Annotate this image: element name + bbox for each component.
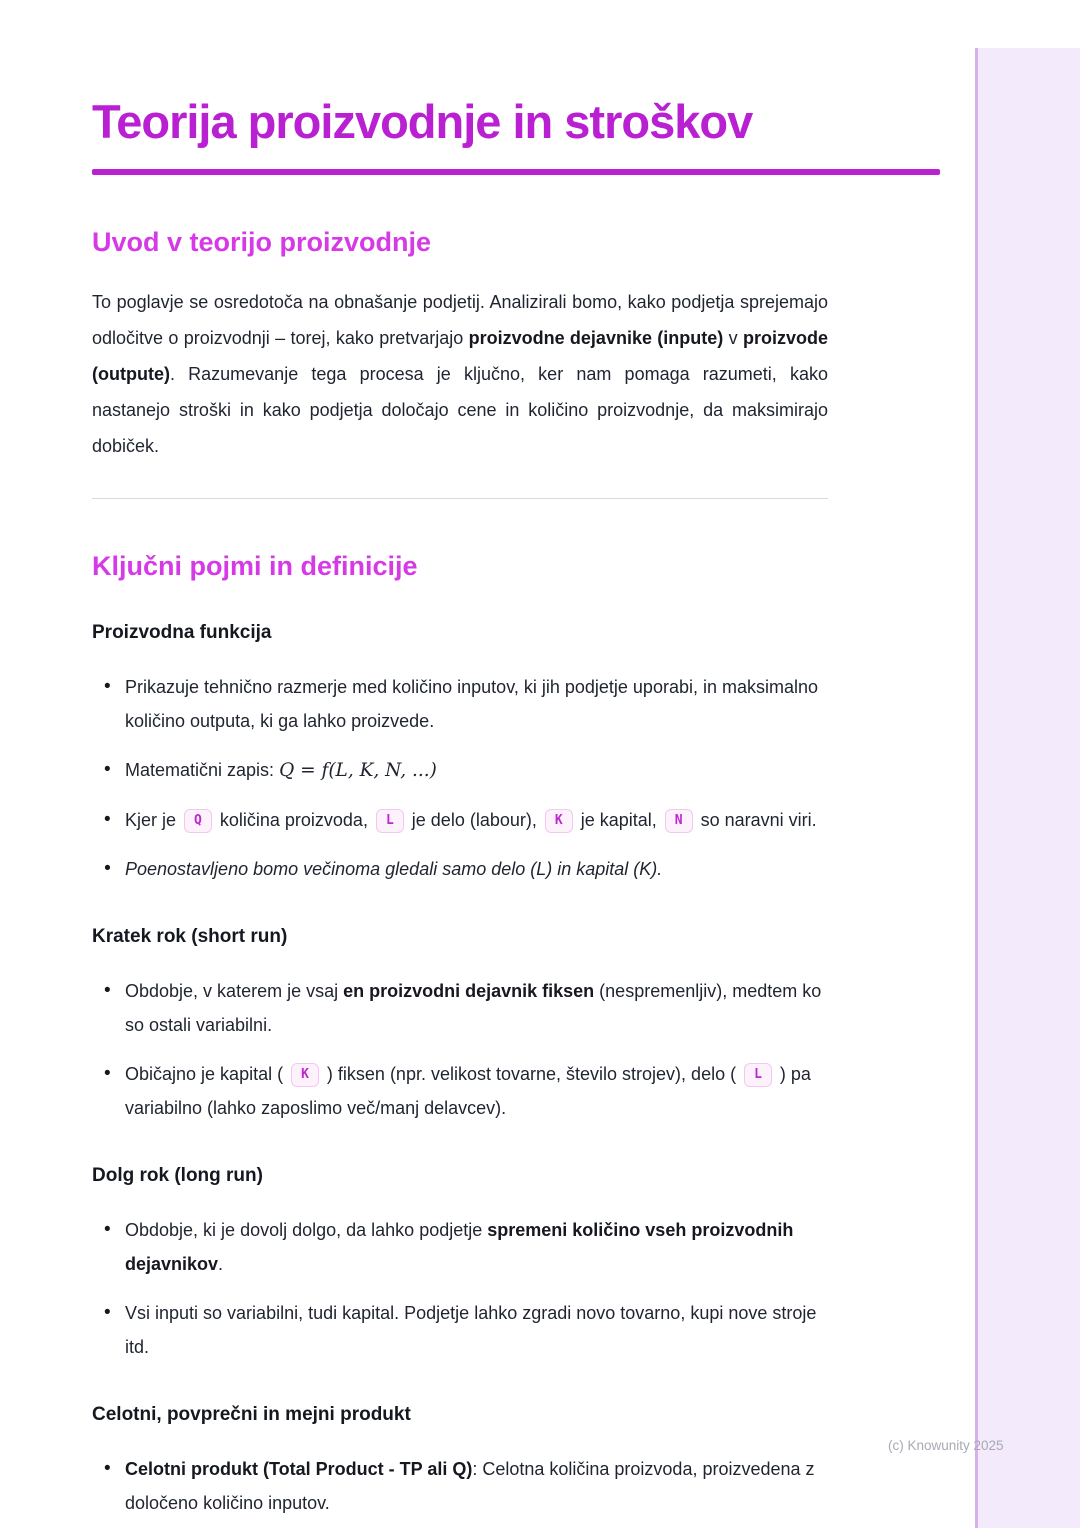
list-item [125,852,832,886]
text-run: To poglavje se osredotoča na obnašanje podjetij. Analizirali bomo, kako podjetja sprejemajo odločitve o proizvodnji – torej, kako pretvarjajo [92,292,828,348]
subheading-products: Celotni, povprečni in mejni produkt [92,1404,411,1425]
page-title: Teorija proizvodnje in stroškov [92,95,753,148]
long-run-list [92,1213,832,1364]
bold-text-run: en proizvodni dejavnik fiksen [343,981,595,1001]
list-item [125,670,832,738]
text-run: : Celotna količina proizvoda, proizvedena z določeno količino inputov. [125,1459,815,1513]
list-item [125,1213,832,1281]
list-item [125,974,832,1042]
code-badge-N: N [665,809,693,833]
side-accent-strip [975,48,1080,1528]
production-function-list [92,670,832,886]
products-list [92,1452,832,1520]
code-badge-L: L [744,1063,772,1087]
text-run: ) fiksen (npr. velikost tovarne, število strojev), delo ( [321,1064,742,1084]
text-run: Vsi inputi so variabilni, tudi kapital. Podjetje lahko zgradi novo tovarno, kupi nove stroje itd. [125,1303,817,1357]
text-run: je kapital, [575,810,662,830]
section-heading-key-concepts: Ključni pojmi in definicije [92,551,418,581]
notes-page-content [92,0,940,1520]
bold-text-run: proizvodne dejavnike (inpute) [468,328,724,348]
list-item [125,1452,832,1520]
text-run: količina proizvoda, [214,810,373,830]
text-run: Matematični zapis: [125,760,280,780]
code-badge-Q: Q [184,809,212,833]
text-run: Obdobje, ki je dovolj dolgo, da lahko podjetje [125,1220,488,1240]
italic-text-run: Poenostavljeno bomo večinoma gledali samo delo (L) in kapital (K). [125,859,663,879]
text-run: ) pa variabilno (lahko zaposlimo več/manj delavcev). [125,1064,811,1118]
text-run: . Razumevanje tega procesa je ključno, ker nam pomaga razumeti, kako nastanejo stroški in kako podjetja določajo cene in količino proizvodnje, da maksimirajo dobiček. [92,364,828,456]
text-run: . [218,1254,224,1274]
list-item [125,753,832,788]
bold-text-run: Celotni produkt (Total Product - TP ali Q) [125,1459,473,1479]
title-underline [92,169,940,175]
short-run-list [92,974,832,1125]
text-run: Kjer je [125,810,182,830]
list-item [125,1296,832,1364]
text-run: je delo (labour), [406,810,542,830]
list-item [125,1057,832,1125]
code-badge-L: L [376,809,404,833]
subheading-short-run: Kratek rok (short run) [92,926,288,947]
text-run: v [723,328,743,348]
text-run: Obdobje, v katerem je vsaj [125,981,344,1001]
subheading-production-function: Proizvodna funkcija [92,622,272,643]
list-item [125,803,832,837]
text-run: (nespremenljiv), medtem ko so ostali variabilni. [125,981,822,1035]
subheading-long-run: Dolg rok (long run) [92,1165,263,1186]
code-badge-K: K [545,809,573,833]
copyright-footer: (c) Knowunity 2025 [888,1438,1004,1453]
text-run: so naravni viri. [695,810,817,830]
section-heading-intro: Uvod v teorijo proizvodnje [92,227,432,257]
code-badge-K: K [291,1063,319,1087]
text-run: Običajno je kapital ( [125,1064,289,1084]
text-run: Prikazuje tehnično razmerje med količino inputov, ki jih podjetje uporabi, in maksimalno količino outputa, ki ga lahko proizvede. [125,677,819,731]
math-formula: Q = f(L, K, N, ...) [279,760,437,781]
intro-paragraph [92,284,828,464]
bold-text-run: spremeni količino vseh proizvodnih dejavnikov [125,1220,794,1274]
bold-text-run: proizvode (outpute) [92,328,828,384]
section-divider [92,498,828,499]
